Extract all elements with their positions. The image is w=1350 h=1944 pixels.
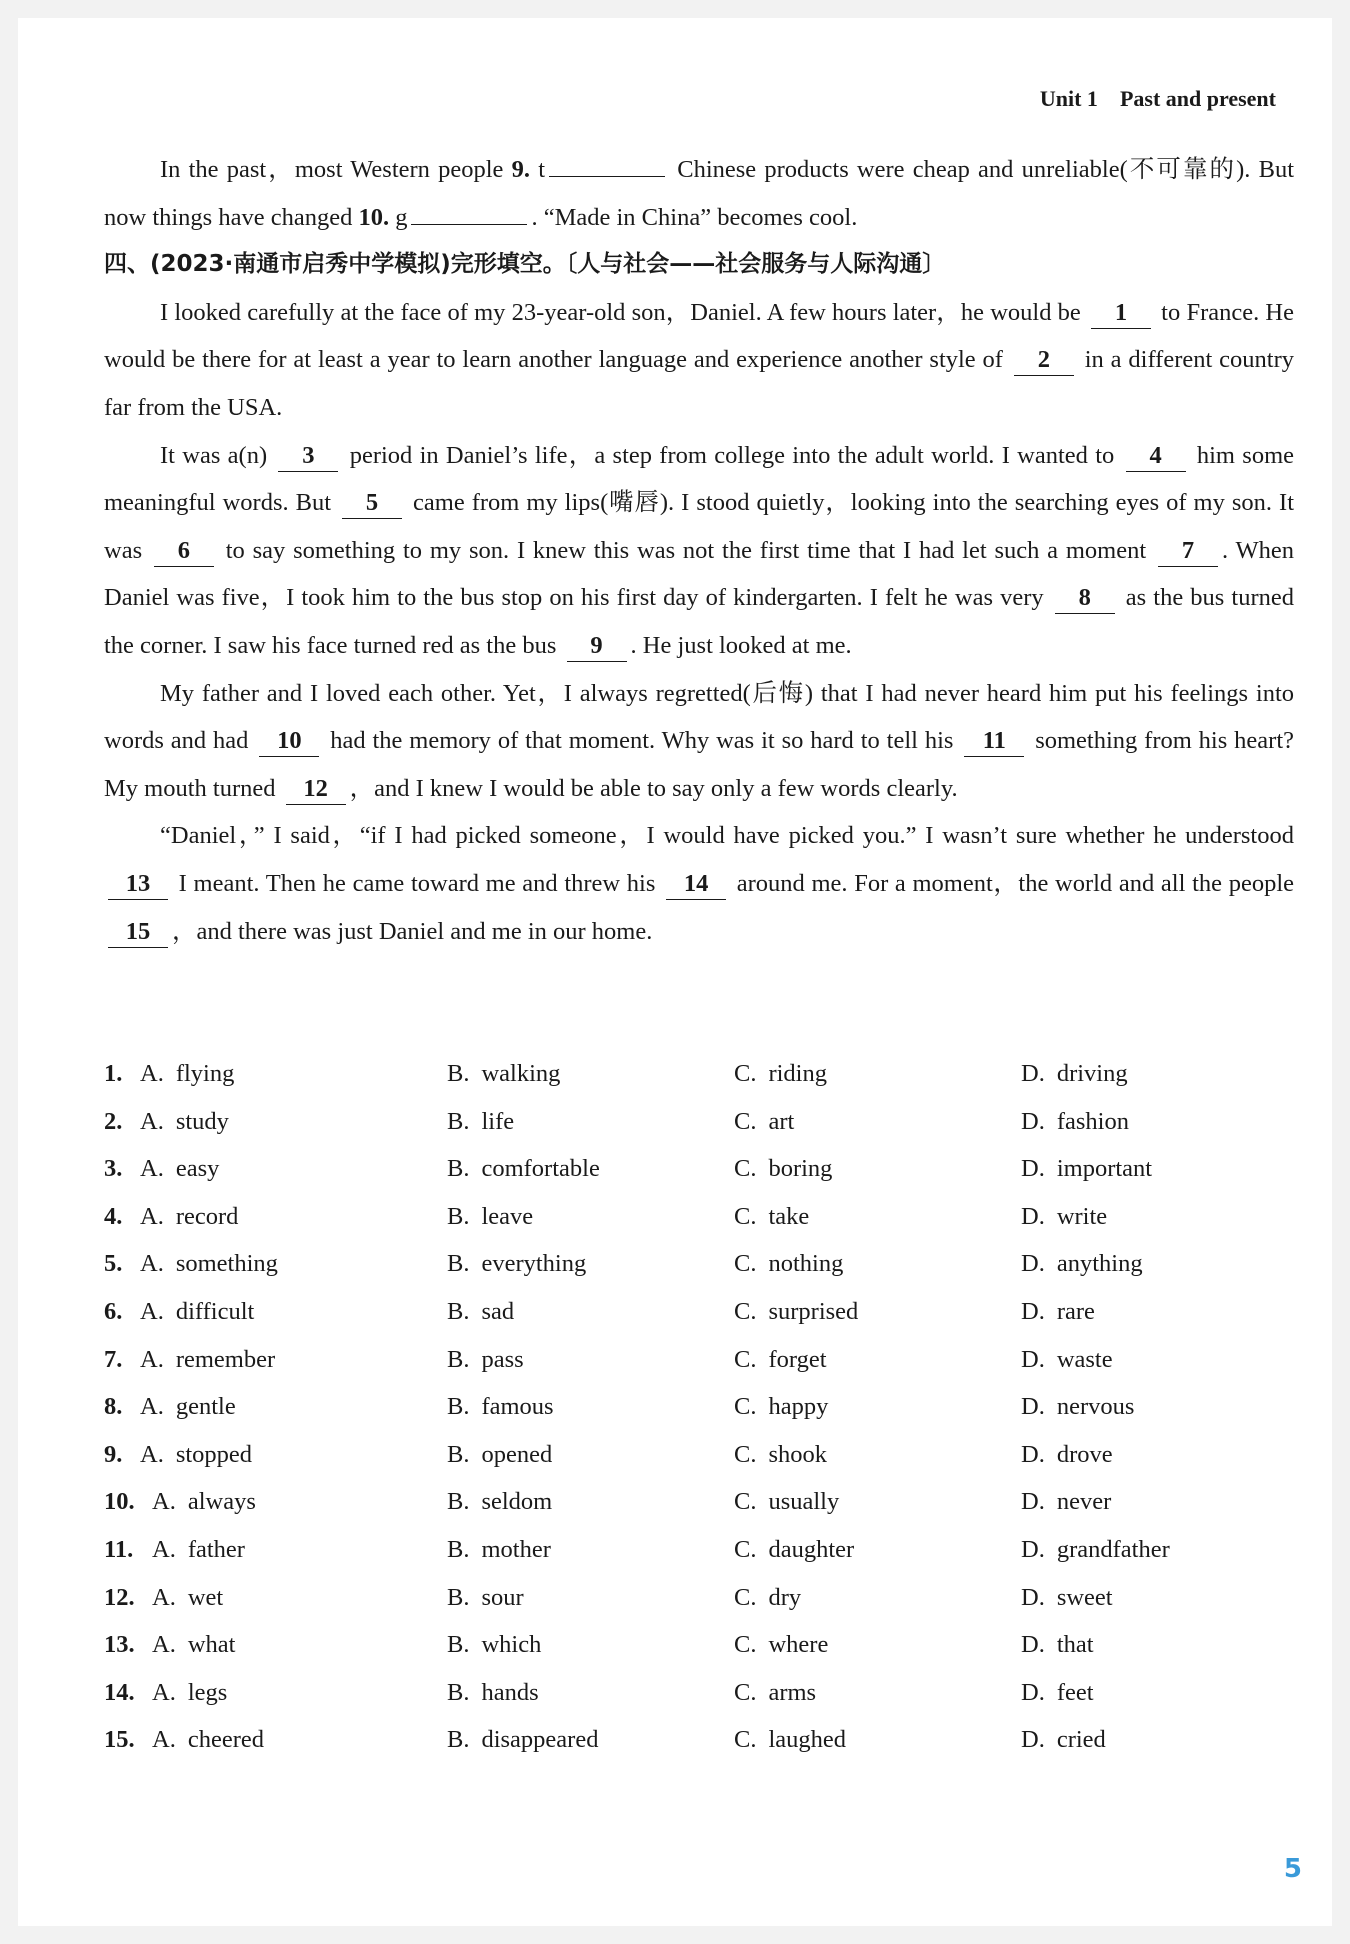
option-text: take (768, 1202, 810, 1230)
option-b[interactable] (447, 1336, 524, 1384)
option-letter: C. (734, 1155, 757, 1183)
unit-label: Unit 1 (1039, 86, 1098, 111)
option-letter: A. (152, 1678, 176, 1706)
option-c[interactable] (734, 1431, 827, 1479)
option-text: art (768, 1107, 795, 1135)
question-row (104, 1431, 1294, 1479)
option-a[interactable] (152, 1621, 235, 1669)
cloze-blank-11[interactable]: 11 (964, 726, 1024, 757)
option-text: rare (1056, 1297, 1095, 1325)
passage-text: in a different country far from the USA. (104, 346, 1294, 421)
option-letter: B. (447, 1297, 470, 1325)
question-number: 15. (104, 1726, 135, 1754)
option-a[interactable] (140, 1240, 278, 1288)
cloze-blank-7[interactable]: 7 (1158, 536, 1218, 567)
option-text: walking (481, 1060, 561, 1087)
option-text: hands (481, 1678, 539, 1706)
option-letter: D. (1021, 1488, 1045, 1516)
option-letter: D. (1021, 1155, 1045, 1183)
option-text: wet (187, 1583, 224, 1611)
question-number: 6. (104, 1297, 123, 1325)
fill-blank-9[interactable] (549, 176, 665, 177)
option-letter: D. (1021, 1393, 1045, 1421)
option-letter: B. (447, 1345, 470, 1373)
passage-paragraph-4 (104, 812, 1294, 955)
option-letter: C. (734, 1107, 757, 1135)
passage-text: period in Daniel’s life，a step from college into the adult world. I wanted to (342, 441, 1122, 469)
option-b[interactable] (447, 1193, 533, 1241)
option-b[interactable] (447, 1383, 554, 1431)
option-text: anything (1056, 1250, 1143, 1278)
option-text: something (175, 1250, 278, 1278)
option-letter: C. (734, 1631, 757, 1659)
option-text: driving (1056, 1060, 1128, 1087)
passage-text: around me. For a moment，the world and all the people (730, 869, 1295, 897)
option-letter: A. (140, 1440, 164, 1468)
option-a[interactable] (140, 1193, 238, 1241)
option-d[interactable] (1021, 1383, 1134, 1431)
option-text: life (481, 1107, 515, 1135)
option-letter: C. (734, 1678, 757, 1706)
option-b[interactable] (447, 1145, 600, 1193)
question-number: 14. (104, 1678, 135, 1706)
option-c[interactable] (734, 1621, 828, 1669)
question-row (104, 1621, 1294, 1669)
option-d[interactable] (1021, 1526, 1170, 1574)
option-a[interactable] (140, 1383, 236, 1431)
question-row (104, 1145, 1294, 1193)
question-number: 13. (104, 1631, 135, 1659)
fill-blank-10[interactable] (411, 224, 527, 225)
question-number: 1. (104, 1060, 123, 1087)
option-letter: A. (152, 1488, 176, 1516)
option-c[interactable] (734, 1098, 794, 1146)
option-b[interactable] (447, 1621, 541, 1669)
question-number: 11. (104, 1535, 134, 1563)
question-row (104, 1478, 1294, 1526)
option-c[interactable] (734, 1336, 827, 1384)
option-letter: A. (140, 1345, 164, 1373)
option-text: famous (481, 1393, 554, 1421)
intro-text-1: In the past，most Western people (160, 156, 512, 183)
option-d[interactable] (1021, 1145, 1152, 1193)
option-text: waste (1056, 1345, 1113, 1373)
option-letter: C. (734, 1250, 757, 1278)
option-letter: A. (140, 1060, 164, 1087)
question-number: 3. (104, 1155, 123, 1183)
passage-text: . When Daniel was five，I took him to the bus stop on his first day of kindergarten. I felt he was very (104, 536, 1294, 612)
option-d[interactable] (1021, 1431, 1113, 1479)
option-letter: B. (447, 1155, 470, 1183)
option-a[interactable] (152, 1478, 256, 1526)
option-d[interactable] (1021, 1193, 1107, 1241)
option-letter: B. (447, 1107, 470, 1135)
question-number-10: 10. (358, 203, 390, 231)
option-letter: D. (1021, 1060, 1045, 1087)
question-number: 4. (104, 1202, 123, 1230)
cloze-blank-2[interactable]: 2 (1014, 345, 1074, 376)
option-letter: B. (447, 1583, 470, 1611)
passage-text: . He just looked at me. (630, 631, 852, 659)
question-row (104, 1716, 1294, 1764)
option-text: gentle (175, 1393, 236, 1421)
question-row (104, 1098, 1294, 1146)
option-text: fashion (1056, 1107, 1129, 1135)
option-letter: C. (734, 1440, 757, 1468)
option-d[interactable] (1021, 1336, 1113, 1384)
question-number-9: 9. (511, 156, 531, 183)
question-number: 10. (104, 1488, 135, 1516)
option-text: study (175, 1107, 229, 1135)
option-letter: B. (447, 1202, 470, 1230)
cloze-blank-3[interactable]: 3 (278, 441, 338, 472)
option-letter: D. (1021, 1678, 1045, 1706)
section-title: 四、(2023·南通市启秀中学模拟)完形填空。〔人与社会——社会服务与人际沟通〕 (104, 251, 946, 278)
page (18, 18, 1332, 1926)
option-text: surprised (768, 1297, 859, 1325)
option-text: dry (768, 1583, 802, 1611)
cloze-blank-8[interactable]: 8 (1055, 583, 1115, 614)
option-c[interactable] (734, 1526, 854, 1574)
passage-text: had the memory of that moment. Why was it so hard to tell his (323, 727, 961, 755)
intro-text-3: . “Made in China” becomes cool. (531, 203, 858, 231)
question-number: 8. (104, 1393, 123, 1421)
option-letter: A. (140, 1393, 164, 1421)
passage-text: as the bus turned the corner. I saw his face turned red as the bus (104, 584, 1294, 659)
option-b[interactable] (447, 1669, 539, 1717)
option-text: sour (481, 1583, 524, 1611)
option-letter: D. (1021, 1631, 1045, 1659)
option-letter: B. (447, 1726, 470, 1754)
option-text: stopped (175, 1440, 253, 1468)
passage-text: him some meaningful words. But (104, 441, 1294, 517)
option-b[interactable] (447, 1098, 514, 1146)
page-number: 5 (1283, 1854, 1302, 1884)
option-text: seldom (481, 1488, 553, 1516)
option-c[interactable] (734, 1193, 809, 1241)
cloze-blank-9[interactable]: 9 (567, 631, 627, 662)
option-text: laughed (768, 1726, 847, 1754)
option-letter: B. (447, 1440, 470, 1468)
unit-title: Past and present (1119, 86, 1276, 111)
option-letter: A. (140, 1155, 164, 1183)
question-row (104, 1050, 1294, 1098)
question-row (104, 1526, 1294, 1574)
option-letter: D. (1021, 1107, 1045, 1135)
option-letter: B. (447, 1393, 470, 1421)
passage-text: It was a(n) (160, 441, 275, 469)
letter-hint-9: t (538, 156, 546, 183)
question-number: 5. (104, 1250, 123, 1278)
option-letter: C. (734, 1488, 757, 1516)
option-letter: D. (1021, 1440, 1045, 1468)
option-c[interactable] (734, 1669, 816, 1717)
option-c[interactable] (734, 1716, 846, 1764)
cloze-blank-15[interactable]: 15 (108, 917, 168, 948)
option-d[interactable] (1021, 1478, 1111, 1526)
option-letter: D. (1021, 1726, 1045, 1754)
passage-text: ，and there was just Daniel and me in our home. (172, 917, 653, 945)
option-letter: A. (152, 1535, 176, 1563)
option-text: mother (481, 1535, 551, 1563)
option-letter: C. (734, 1583, 757, 1611)
option-letter: A. (140, 1202, 164, 1230)
cloze-blank-12[interactable]: 12 (286, 774, 346, 805)
passage-paragraph-3 (104, 670, 1294, 813)
option-letter: B. (447, 1678, 470, 1706)
option-text: opened (481, 1440, 553, 1468)
option-d[interactable] (1021, 1716, 1106, 1764)
question-number: 7. (104, 1345, 123, 1373)
option-text: usually (768, 1488, 840, 1516)
option-letter: B. (447, 1250, 470, 1278)
option-a[interactable] (152, 1669, 227, 1717)
question-number: 9. (104, 1440, 123, 1468)
option-text: cheered (187, 1726, 264, 1754)
option-letter: D. (1021, 1297, 1045, 1325)
option-a[interactable] (140, 1288, 254, 1336)
question-row (104, 1383, 1294, 1431)
question-row (104, 1669, 1294, 1717)
answer-options (104, 1050, 1294, 1764)
option-c[interactable] (734, 1050, 827, 1098)
option-text: sweet (1056, 1583, 1113, 1611)
option-c[interactable] (734, 1240, 843, 1288)
option-text: record (175, 1202, 239, 1230)
passage-text: something from his heart? My mouth turned (104, 727, 1294, 802)
cloze-blank-1[interactable]: 1 (1091, 298, 1151, 329)
option-d[interactable] (1021, 1621, 1094, 1669)
question-number: 2. (104, 1107, 123, 1135)
option-c[interactable] (734, 1383, 828, 1431)
cloze-blank-13[interactable]: 13 (108, 869, 168, 900)
option-text: leave (481, 1202, 534, 1230)
option-b[interactable] (447, 1716, 598, 1764)
option-text: that (1056, 1631, 1094, 1659)
option-d[interactable] (1021, 1240, 1143, 1288)
option-b[interactable] (447, 1050, 560, 1098)
option-text: sad (481, 1297, 515, 1325)
option-text: flying (175, 1060, 235, 1087)
intro-text-2: Chinese products were cheap and unreliable(不可靠的). But now things have changed (104, 156, 1295, 231)
option-letter: C. (734, 1345, 757, 1373)
option-letter: C. (734, 1202, 757, 1230)
option-c[interactable] (734, 1574, 801, 1622)
option-text: shook (768, 1440, 828, 1468)
main-content (104, 146, 1294, 955)
option-b[interactable] (447, 1478, 552, 1526)
option-d[interactable] (1021, 1574, 1113, 1622)
option-d[interactable] (1021, 1098, 1129, 1146)
option-text: everything (481, 1250, 587, 1278)
option-b[interactable] (447, 1288, 514, 1336)
question-row (104, 1336, 1294, 1384)
option-text: riding (768, 1060, 827, 1087)
option-letter: C. (734, 1535, 757, 1563)
option-text: grandfather (1056, 1535, 1170, 1563)
option-letter: B. (447, 1535, 470, 1563)
option-c[interactable] (734, 1288, 858, 1336)
cloze-blank-14[interactable]: 14 (666, 869, 726, 900)
option-text: remember (175, 1345, 276, 1373)
option-text: disappeared (481, 1726, 599, 1754)
option-d[interactable] (1021, 1050, 1128, 1098)
question-row (104, 1193, 1294, 1241)
option-text: boring (768, 1155, 833, 1183)
option-letter: A. (152, 1631, 176, 1659)
question-row (104, 1574, 1294, 1622)
option-letter: A. (140, 1250, 164, 1278)
option-letter: D. (1021, 1535, 1045, 1563)
passage-text: to France. He would be there for at least a year to learn another language and experience another style of (104, 298, 1294, 374)
question-row (104, 1288, 1294, 1336)
option-letter: D. (1021, 1250, 1045, 1278)
option-letter: A. (140, 1297, 164, 1325)
letter-hint-10: g (395, 203, 408, 231)
option-text: never (1056, 1488, 1112, 1516)
cloze-blank-6[interactable]: 6 (154, 536, 214, 567)
option-a[interactable] (140, 1145, 219, 1193)
passage-text: I looked carefully at the face of my 23-year-old son，Daniel. A few hours later，he would be (160, 298, 1087, 326)
option-text: feet (1056, 1678, 1094, 1706)
option-text: legs (187, 1678, 228, 1706)
option-text: drove (1056, 1440, 1113, 1468)
option-text: easy (175, 1155, 220, 1183)
option-text: pass (481, 1345, 524, 1373)
option-text: comfortable (481, 1155, 600, 1183)
option-c[interactable] (734, 1145, 832, 1193)
passage-paragraph-2 (104, 432, 1294, 670)
option-letter: A. (152, 1583, 176, 1611)
intro-paragraph (104, 146, 1294, 241)
option-letter: B. (447, 1631, 470, 1659)
passage-paragraph-1 (104, 289, 1294, 432)
option-letter: B. (447, 1060, 470, 1087)
passage-text: came from my lips(嘴唇). I stood quietly，looking into the searching eyes of my son. It was (104, 489, 1294, 564)
option-text: always (187, 1488, 256, 1516)
option-text: where (768, 1631, 829, 1659)
option-text: write (1056, 1202, 1108, 1230)
option-d[interactable] (1021, 1288, 1095, 1336)
option-a[interactable] (152, 1574, 223, 1622)
option-a[interactable] (140, 1098, 229, 1146)
option-b[interactable] (447, 1526, 551, 1574)
option-letter: C. (734, 1060, 757, 1087)
option-text: important (1056, 1155, 1153, 1183)
option-letter: B. (447, 1488, 470, 1516)
cloze-blank-4[interactable]: 4 (1126, 441, 1186, 472)
option-text: difficult (175, 1297, 255, 1325)
option-c[interactable] (734, 1478, 839, 1526)
option-text: nothing (768, 1250, 844, 1278)
page-header (1040, 86, 1276, 112)
passage-text: I meant. Then he came toward me and threw his (172, 869, 663, 897)
option-b[interactable] (447, 1574, 524, 1622)
option-letter: D. (1021, 1202, 1045, 1230)
cloze-blank-5[interactable]: 5 (342, 488, 402, 519)
option-text: what (187, 1631, 236, 1659)
option-a[interactable] (140, 1050, 234, 1098)
option-text: father (187, 1535, 245, 1563)
option-b[interactable] (447, 1431, 552, 1479)
option-letter: A. (140, 1107, 164, 1135)
option-b[interactable] (447, 1240, 586, 1288)
option-text: daughter (768, 1535, 855, 1563)
option-d[interactable] (1021, 1669, 1094, 1717)
question-number: 12. (104, 1583, 135, 1611)
option-text: arms (768, 1678, 817, 1706)
option-letter: C. (734, 1297, 757, 1325)
passage-text: to say something to my son. I knew this was not the first time that I had let such a moment (217, 536, 1154, 564)
option-text: nervous (1056, 1393, 1135, 1421)
option-letter: C. (734, 1726, 757, 1754)
question-row (104, 1240, 1294, 1288)
passage-text: “Daniel，” I said，“if I had picked someone，I would have picked you.” I wasn’t sure whether he understood (160, 822, 1294, 850)
option-text: cried (1056, 1726, 1106, 1754)
passage-text: My father and I loved each other. Yet，I always regretted(后悔) that I had never heard him put his feelings into words and had (104, 679, 1294, 755)
passage-text: ，and I knew I would be able to say only a few words clearly. (349, 774, 958, 802)
option-letter: D. (1021, 1345, 1045, 1373)
option-text: forget (768, 1345, 827, 1373)
option-text: which (481, 1631, 542, 1659)
option-a[interactable] (152, 1526, 245, 1574)
option-text: happy (768, 1393, 829, 1421)
option-a[interactable] (140, 1431, 252, 1479)
option-a[interactable] (140, 1336, 275, 1384)
cloze-blank-10[interactable]: 10 (259, 726, 319, 757)
option-letter: A. (152, 1726, 176, 1754)
option-letter: C. (734, 1393, 757, 1421)
option-a[interactable] (152, 1716, 264, 1764)
option-letter: D. (1021, 1583, 1045, 1611)
